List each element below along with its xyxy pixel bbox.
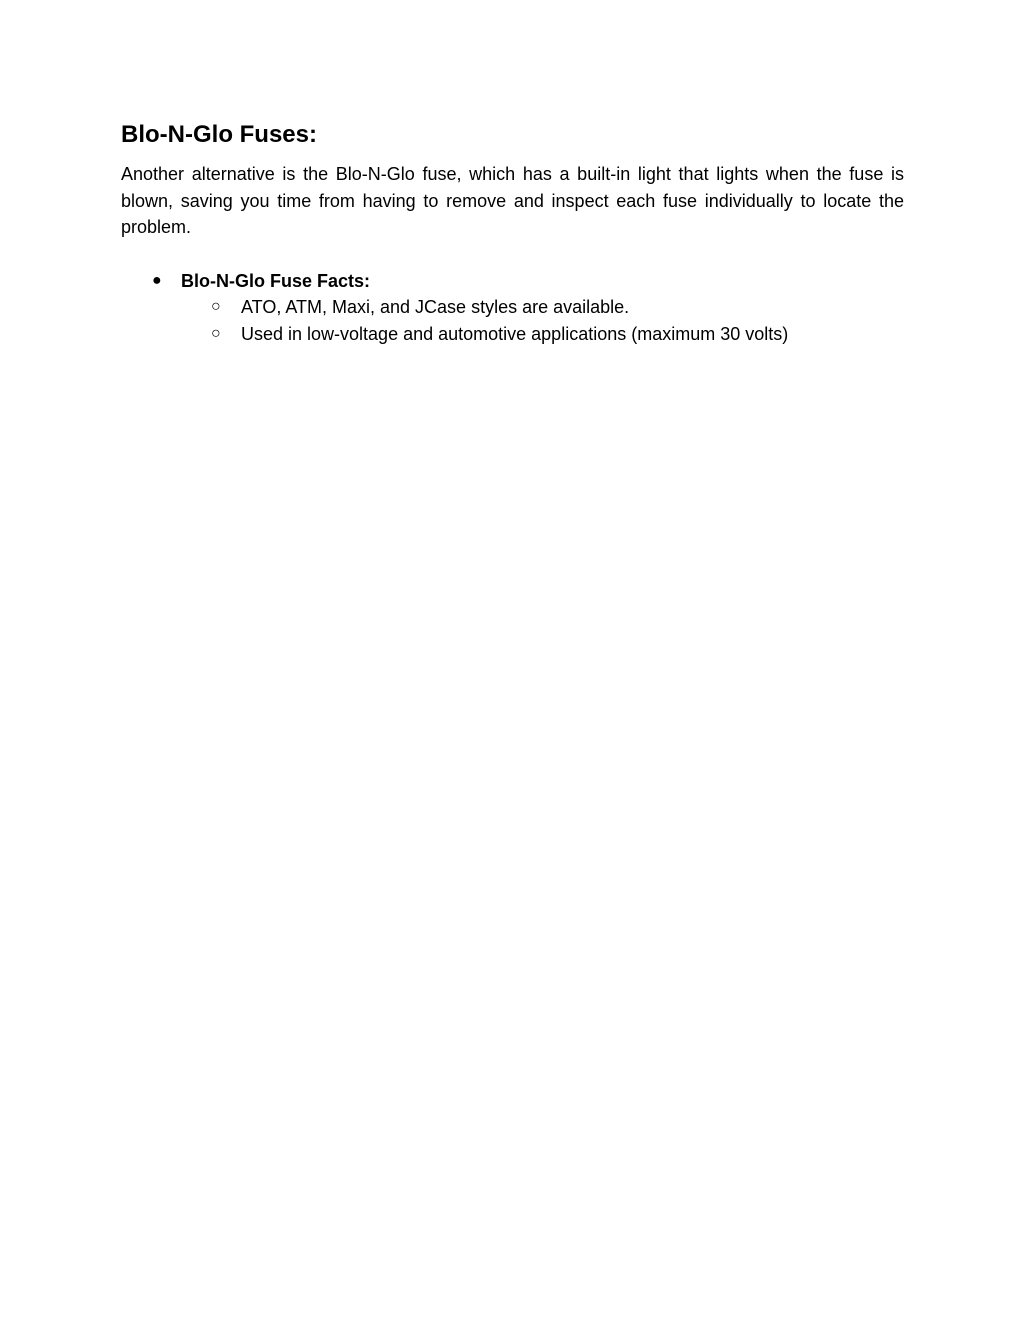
- section-heading: Blo-N-Glo Fuses:: [121, 121, 317, 148]
- sublist-item-text: Used in low-voltage and automotive applications (maximum 30 volts): [241, 323, 789, 344]
- filled-circle-bullet-icon: ●: [152, 271, 162, 289]
- hollow-circle-bullet-icon: ○: [211, 298, 221, 315]
- sublist-item: [181, 321, 904, 348]
- document-content: [121, 118, 904, 347]
- facts-sublist: [181, 294, 904, 347]
- facts-list-label: Blo-N-Glo Fuse Facts:: [181, 270, 371, 291]
- intro-paragraph: Another alternative is the Blo-N-Glo fuse, which has a built-in light that lights when the fuse is blown, saving you time from having to remove and inspect each fuse individually to locate the problem.: [121, 164, 904, 237]
- list-item-facts: [121, 268, 904, 348]
- sublist-item: [181, 294, 904, 321]
- hollow-circle-bullet-icon: ○: [211, 324, 221, 342]
- facts-list: [121, 268, 904, 348]
- sublist-item-text: ATO, ATM, Maxi, and JCase styles are available.: [241, 297, 630, 317]
